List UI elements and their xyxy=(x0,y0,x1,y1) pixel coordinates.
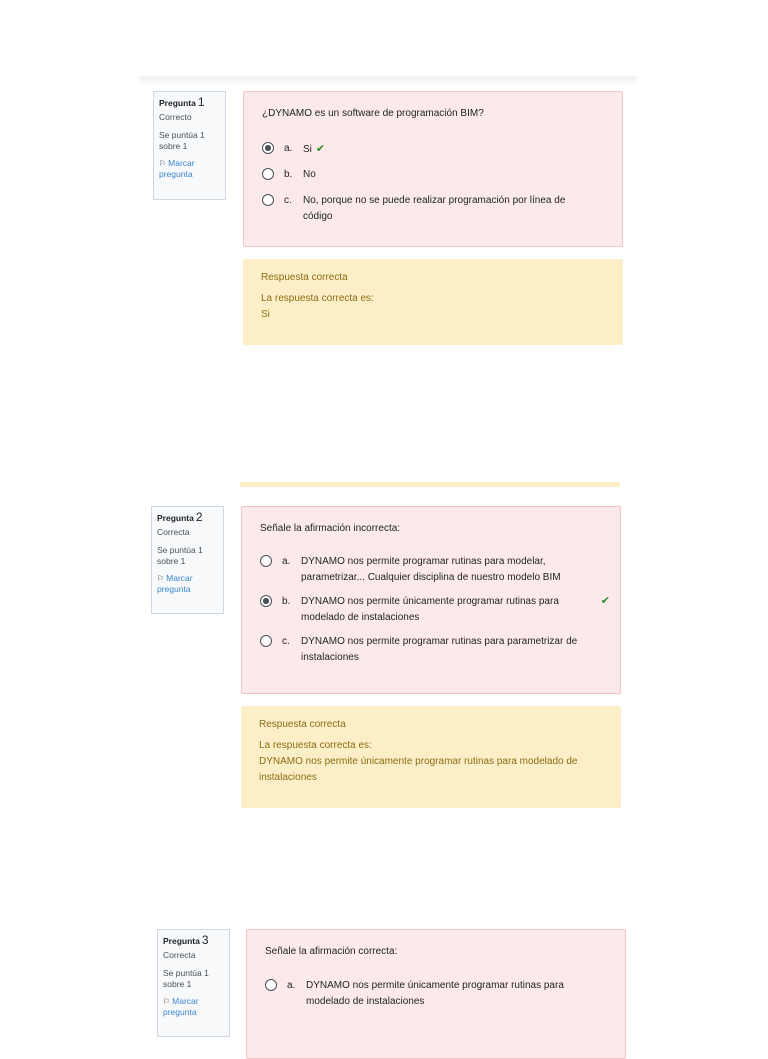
flag-question-link[interactable]: ⚐ Marcar pregunta xyxy=(157,573,193,594)
option-letter: a. xyxy=(284,143,293,154)
answer-option-c[interactable] xyxy=(262,193,592,225)
question-state: Correcto xyxy=(159,112,192,122)
page-header-shadow xyxy=(140,76,636,84)
answer-options xyxy=(260,554,610,674)
question-box-3 xyxy=(246,929,626,1059)
question-number: Pregunta 1 xyxy=(159,95,205,109)
flag-question-link[interactable]: ⚐ Marcar pregunta xyxy=(163,996,199,1017)
question-text: Señale la afirmación incorrecta: xyxy=(260,523,401,534)
feedback-box-2 xyxy=(241,706,621,808)
option-letter: b. xyxy=(284,169,293,180)
answer-options xyxy=(262,141,592,233)
question-text: ¿DYNAMO es un software de programación BIM? xyxy=(262,108,484,119)
option-letter: c. xyxy=(282,636,290,647)
option-letter: a. xyxy=(282,556,291,567)
feedback-status: Respuesta correcta xyxy=(261,272,348,283)
feedback-box-edge xyxy=(240,482,620,487)
question-text: Señale la afirmación correcta: xyxy=(265,946,398,957)
radio-button[interactable] xyxy=(260,635,272,647)
option-text: No, porque no se puede realizar programación por línea de código xyxy=(303,195,566,222)
radio-button-selected[interactable] xyxy=(262,142,274,154)
option-letter: b. xyxy=(282,596,291,607)
question-info-2 xyxy=(151,506,224,614)
question-box-1 xyxy=(243,91,623,247)
question-grade: Se puntúa 1 sobre 1 xyxy=(159,130,205,151)
flag-icon: ⚐ xyxy=(163,997,171,1006)
answer-option-a[interactable] xyxy=(260,554,590,586)
check-icon: ✔ xyxy=(600,595,610,607)
right-answer: Si xyxy=(261,309,270,320)
option-text: DYNAMO nos permite únicamente programar rutinas para modelado de instalaciones xyxy=(301,596,559,623)
answer-option-a[interactable] xyxy=(262,141,592,159)
answer-option-b[interactable] xyxy=(260,594,610,626)
option-text: Si xyxy=(303,144,312,155)
option-text: DYNAMO nos permite programar rutinas para parametrizar de instalaciones xyxy=(301,636,578,663)
question-grade: Se puntúa 1 sobre 1 xyxy=(157,545,203,566)
option-letter: a. xyxy=(287,980,296,991)
radio-button[interactable] xyxy=(262,194,274,206)
feedback-status: Respuesta correcta xyxy=(259,719,346,730)
radio-button-selected[interactable] xyxy=(260,595,272,607)
feedback-box-1 xyxy=(243,259,623,345)
question-info-1 xyxy=(153,91,226,200)
check-icon: ✔ xyxy=(315,143,326,155)
right-answer-label: La respuesta correcta es: xyxy=(261,293,374,304)
answer-option-c[interactable] xyxy=(260,634,590,666)
question-info-3 xyxy=(157,929,230,1037)
question-number: Pregunta 3 xyxy=(163,933,209,947)
flag-icon: ⚐ xyxy=(159,159,167,168)
radio-button[interactable] xyxy=(260,555,272,567)
radio-button[interactable] xyxy=(265,979,277,991)
answer-option-b[interactable] xyxy=(262,167,592,185)
question-state: Correcta xyxy=(157,527,190,537)
option-letter: c. xyxy=(284,195,292,206)
question-number: Pregunta 2 xyxy=(157,510,203,524)
answer-option-a[interactable] xyxy=(265,978,595,1010)
right-answer-label: La respuesta correcta es: xyxy=(259,740,372,751)
option-text: No xyxy=(303,169,316,180)
option-text: DYNAMO nos permite programar rutinas para modelar, parametrizar... Cualquier disciplina de nuestro modelo BIM xyxy=(301,556,561,583)
answer-options xyxy=(265,978,595,1018)
question-state: Correcta xyxy=(163,950,196,960)
question-box-2 xyxy=(241,506,621,694)
question-grade: Se puntúa 1 sobre 1 xyxy=(163,968,209,989)
radio-button[interactable] xyxy=(262,168,274,180)
right-answer: DYNAMO nos permite únicamente programar rutinas para modelado de instalaciones xyxy=(259,756,578,783)
flag-question-link[interactable]: ⚐ Marcar pregunta xyxy=(159,158,195,179)
option-text: DYNAMO nos permite únicamente programar rutinas para modelado de instalaciones xyxy=(306,980,564,1007)
flag-icon: ⚐ xyxy=(157,574,165,583)
